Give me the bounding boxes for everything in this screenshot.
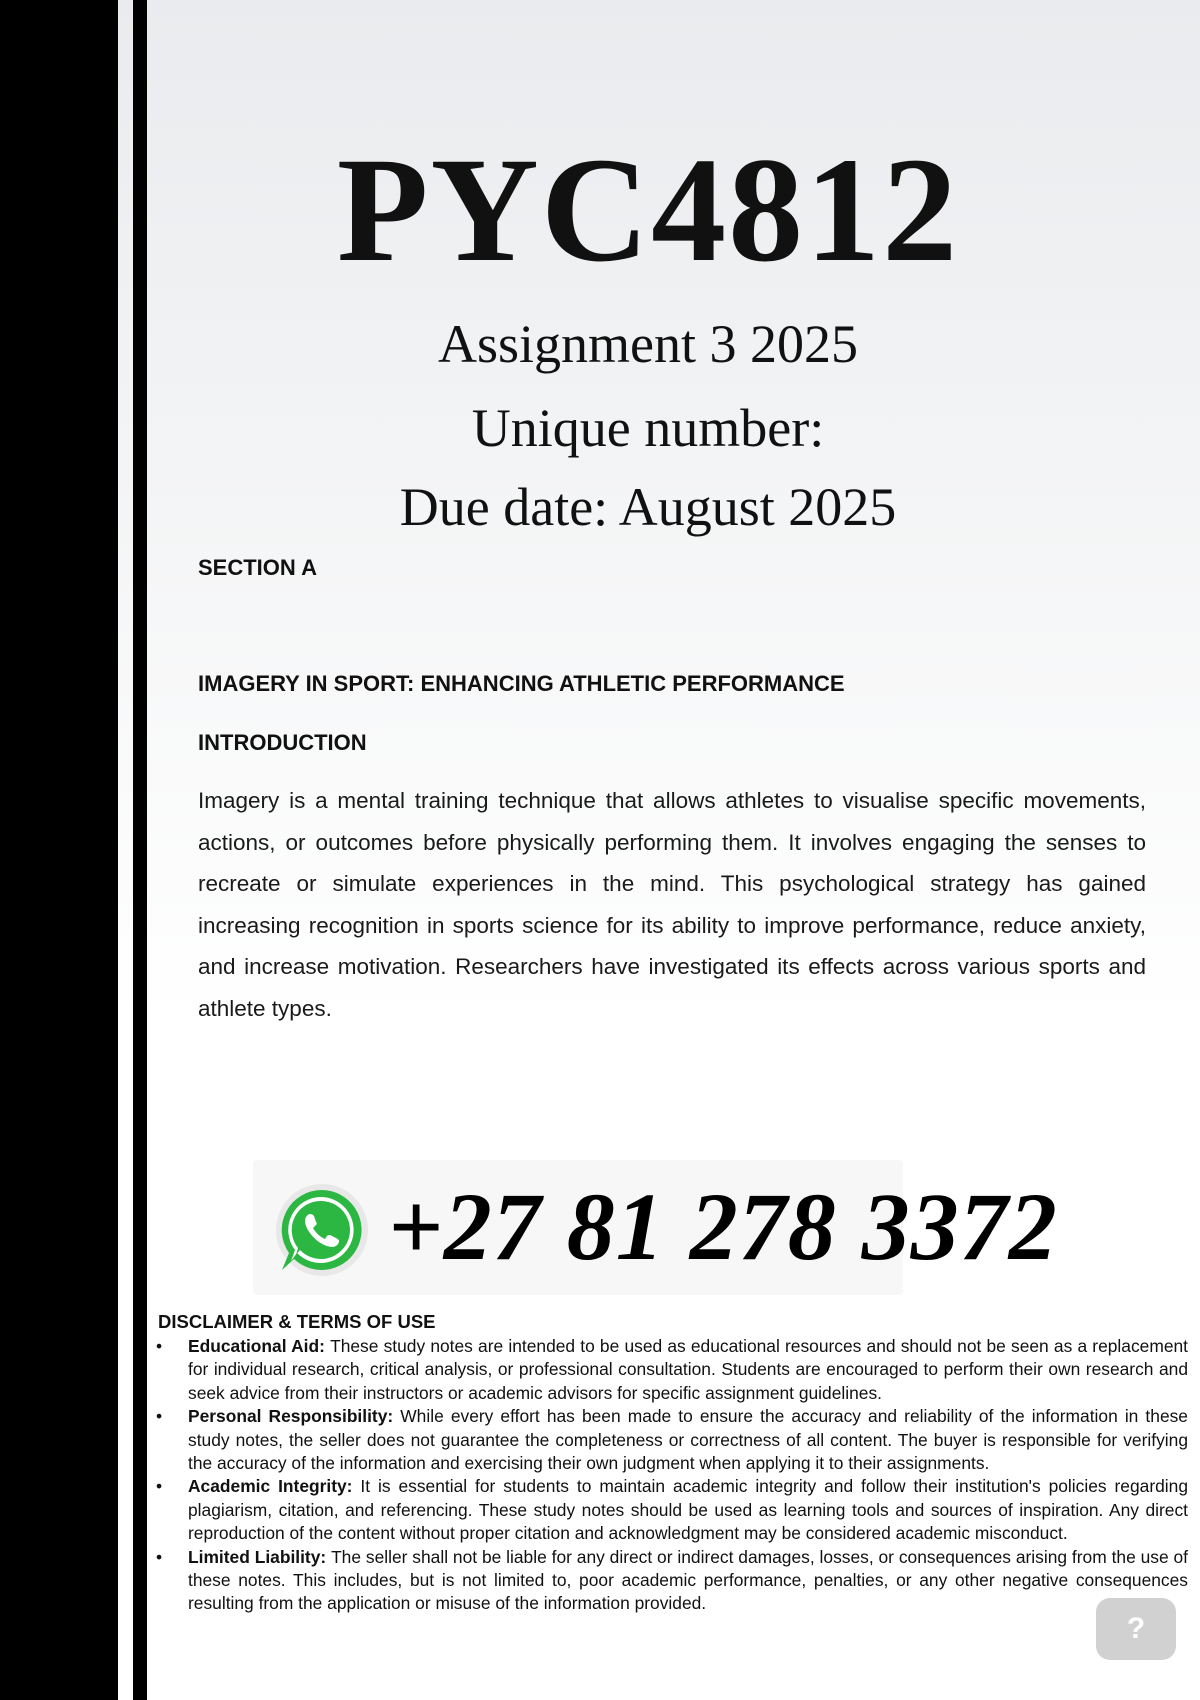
left-thin-bar xyxy=(133,0,147,1700)
disclaimer-item xyxy=(150,1405,1188,1475)
question-icon: ? xyxy=(1126,1612,1146,1645)
disclaimer-item xyxy=(150,1546,1188,1616)
disclaimer-text: It is essential for students to maintain academic integrity and follow their institution's policies regarding plagiarism, citation, and referencing. These study notes should be used as learning tools and sources of inspiration. Any direct reproduction of the content without proper citation and acknowledgment may be considered academic misconduct. xyxy=(188,1476,1188,1544)
bullet-icon: • xyxy=(155,1336,163,1356)
course-code: PYC4812 xyxy=(336,127,960,293)
bullet-icon: • xyxy=(155,1406,163,1427)
section-heading: SECTION A xyxy=(198,555,317,580)
assignment-title: Assignment 3 2025 xyxy=(437,314,858,374)
disclaimer-label: Limited Liability: xyxy=(188,1546,332,1567)
introduction-paragraph: Imagery is a mental training technique that allows athletes to visualise specific movements, actions, or outcomes before physically performing them. It involves engaging the senses to recreate or simulate experiences in the mind. This psychological strategy has gained increasing recognition in sports science for its ability to improve performance, reduce anxiety, and increase motivation. Researchers have investigated its effects across various sports and athlete types. xyxy=(198,788,1146,1021)
phone-number: +27 81 278 3372 xyxy=(388,1173,1058,1280)
disclaimer-text: These study notes are intended to be used as educational resources and should not be seen as a replacement for individual research, critical analysis, or professional consultation. Students are encouraged to perform their own research and seek advice from their instructors or academic advisors for specific assignment guidelines. xyxy=(188,1336,1188,1403)
disclaimer-label: Academic Integrity: xyxy=(188,1476,361,1497)
disclaimer-item xyxy=(150,1475,1188,1545)
disclaimer-text: While every effort has been made to ensure the accuracy and reliability of the information in these study notes, the seller does not guarantee the completeness or correctness of all content. The buyer is responsible for verifying the accuracy of the information and exercising their own judgment when applying it to their assignments. xyxy=(188,1406,1188,1474)
disclaimer-label: Educational Aid: xyxy=(188,1336,331,1356)
help-button[interactable] xyxy=(1096,1598,1176,1660)
unique-number: Unique number: xyxy=(471,398,825,458)
bullet-icon: • xyxy=(155,1546,163,1567)
disclaimer-text: The seller shall not be liable for any direct or indirect damages, losses, or consequences arising from the use of these notes. This includes, but is not limited to, poor academic performance, penalties, or any other negative consequences resulting from the application or misuse of the information provided. xyxy=(188,1546,1189,1614)
introduction-heading: INTRODUCTION xyxy=(198,730,367,755)
disclaimer-label: Personal Responsibility: xyxy=(188,1406,401,1427)
bullet-icon: • xyxy=(155,1476,163,1497)
disclaimer-item xyxy=(150,1335,1188,1405)
disclaimer-title: DISCLAIMER & TERMS OF USE xyxy=(158,1311,436,1332)
due-date: Due date: August 2025 xyxy=(399,477,897,537)
whatsapp-icon xyxy=(272,1180,372,1280)
essay-title: IMAGERY IN SPORT: ENHANCING ATHLETIC PERFORMANCE xyxy=(198,671,845,696)
disclaimer-list xyxy=(150,1335,1188,1616)
left-black-bar xyxy=(0,0,118,1700)
